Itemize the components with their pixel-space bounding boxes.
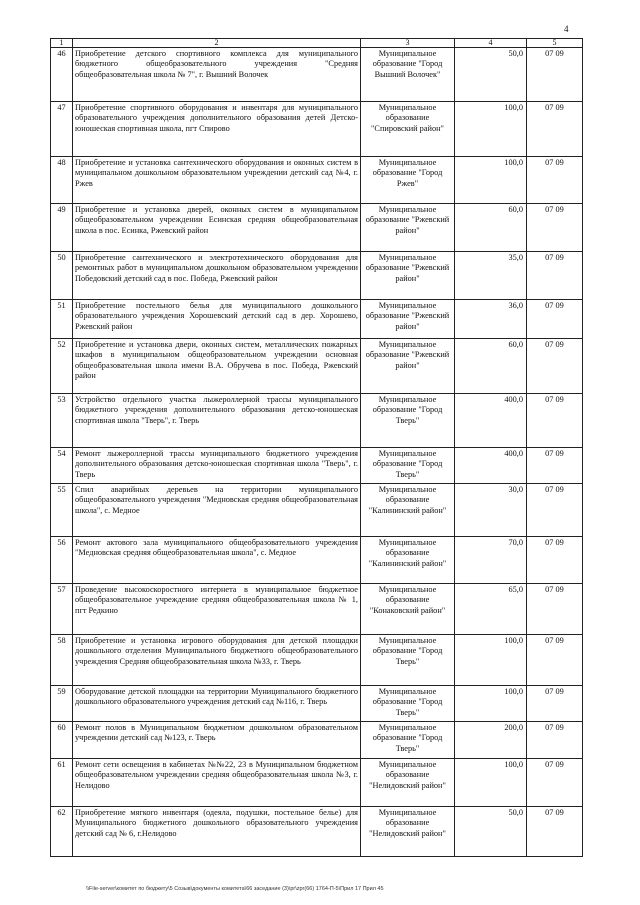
table-row: [51, 807, 583, 857]
appropriations-table: [50, 38, 583, 857]
col-header-2: 2: [73, 39, 361, 48]
row-number: 52: [51, 339, 73, 394]
row-amount: 35,0: [455, 252, 527, 300]
row-number: 50: [51, 252, 73, 300]
page-number: 4: [564, 24, 569, 34]
row-number: 51: [51, 300, 73, 339]
row-amount: 70,0: [455, 537, 527, 584]
table-row: [51, 300, 583, 339]
row-municipality: Муниципальное образование "Калининский район": [361, 537, 455, 584]
row-description: Приобретение и установка сантехнического оборудования и оконных систем в муниципальном дошкольном образовательном учреждении детский сад №4, г. Ржев: [73, 157, 361, 204]
row-amount: 100,0: [455, 635, 527, 686]
row-amount: 400,0: [455, 394, 527, 448]
row-municipality: Муниципальное образование "Город Тверь": [361, 635, 455, 686]
row-budget-code: 07 09: [527, 635, 583, 686]
row-description: Проведение высокоскоростного интернета в муниципальное бюджетное общеобразовательное учреждение средняя общеобразовательная школа № 1, пгт Редкино: [73, 584, 361, 635]
row-budget-code: 07 09: [527, 807, 583, 857]
table-row: [51, 204, 583, 252]
row-amount: 30,0: [455, 484, 527, 537]
row-municipality: Муниципальное образование "Конаковский район": [361, 584, 455, 635]
table-row: [51, 448, 583, 484]
row-budget-code: 07 09: [527, 157, 583, 204]
row-description: Устройство отдельного участка лыжероллерной трассы муниципального бюджетного учреждения дополнительного образования детско-юношеская спортивная школа "Тверь", г. Тверь: [73, 394, 361, 448]
row-description: Приобретение сантехнического и электротехнического оборудования для ремонтных работ в муниципальном дошкольном образовательном учреждении Победовский детский сад в пос. Победа, Ржевский район: [73, 252, 361, 300]
file-path-footer: \\File-server\комитет по бюджету\5 Созыв\документы комитета\66 заседание (3)\pr\zpr(66) 1764-П-5\Прил 17 Прил 45: [86, 886, 384, 892]
row-number: 46: [51, 48, 73, 102]
row-budget-code: 07 09: [527, 759, 583, 807]
row-number: 55: [51, 484, 73, 537]
row-municipality: Муниципальное образование "Нелидовский район": [361, 759, 455, 807]
row-budget-code: 07 09: [527, 722, 583, 759]
row-number: 54: [51, 448, 73, 484]
row-description: Оборудование детской площадки на территории Муниципального бюджетного дошкольного образовательного учреждения детский сад №116, г. Тверь: [73, 686, 361, 722]
row-municipality: Муниципальное образование "Город Тверь": [361, 686, 455, 722]
row-amount: 400,0: [455, 448, 527, 484]
row-amount: 100,0: [455, 759, 527, 807]
row-number: 62: [51, 807, 73, 857]
column-number-row: [51, 39, 583, 48]
row-amount: 60,0: [455, 339, 527, 394]
row-municipality: Муниципальное образование "Ржевский район": [361, 204, 455, 252]
table-row: [51, 102, 583, 157]
col-header-4: 4: [455, 39, 527, 48]
row-budget-code: 07 09: [527, 537, 583, 584]
row-municipality: Муниципальное образование "Город Ржев": [361, 157, 455, 204]
row-budget-code: 07 09: [527, 102, 583, 157]
row-municipality: Муниципальное образование "Спировский район": [361, 102, 455, 157]
table-body: [51, 48, 583, 857]
table-row: [51, 48, 583, 102]
row-municipality: Муниципальное образование "Город Тверь": [361, 722, 455, 759]
row-description: Ремонт актового зала муниципального общеобразовательного учреждения "Медновская средняя общеобразовательная школа", с. Медное: [73, 537, 361, 584]
row-number: 56: [51, 537, 73, 584]
table-row: [51, 722, 583, 759]
row-number: 58: [51, 635, 73, 686]
row-number: 60: [51, 722, 73, 759]
row-amount: 50,0: [455, 807, 527, 857]
row-municipality: Муниципальное образование "Город Вышний Волочек": [361, 48, 455, 102]
row-description: Приобретение спортивного оборудования и инвентаря для муниципального образовательного учреждения дополнительного образования детей Детско-юношеская спортивная школа, пгт Спирово: [73, 102, 361, 157]
table-row: [51, 339, 583, 394]
row-number: 47: [51, 102, 73, 157]
row-description: Приобретение мягкого инвентаря (одеяла, подушки, постельное белье) для Муниципального бюджетного дошкольного образовательного учреждения детский сад № 6, г.Нелидово: [73, 807, 361, 857]
row-number: 57: [51, 584, 73, 635]
row-amount: 100,0: [455, 102, 527, 157]
row-description: Приобретение детского спортивного комплекса для муниципального бюджетного общеобразовательного учреждения "Средняя общеобразовательная школа № 7", г. Вышний Волочек: [73, 48, 361, 102]
row-number: 49: [51, 204, 73, 252]
row-budget-code: 07 09: [527, 252, 583, 300]
row-budget-code: 07 09: [527, 484, 583, 537]
row-description: Приобретение и установка игрового оборудования для детской площадки дошкольного отделения Муниципального бюджетного общеобразовательного учреждения Средняя общеобразовательная школа №33, г. Тверь: [73, 635, 361, 686]
row-description: Приобретение и установка двери, оконных систем, металлических пожарных шкафов в муниципальном общеобразовательном учреждении основная общеобразовательная школа имени В.А. Обручева в пос. Победа, Ржевский район: [73, 339, 361, 394]
row-budget-code: 07 09: [527, 394, 583, 448]
col-header-5: 5: [527, 39, 583, 48]
row-description: Ремонт лыжероллерной трассы муниципального бюджетного учреждения дополнительного образования детско-юношеская спортивная школа "Тверь", г. Тверь: [73, 448, 361, 484]
row-number: 61: [51, 759, 73, 807]
row-municipality: Муниципальное образование "Нелидовский район": [361, 807, 455, 857]
row-municipality: Муниципальное образование "Ржевский район": [361, 300, 455, 339]
table-row: [51, 537, 583, 584]
table-row: [51, 759, 583, 807]
row-description: Приобретение постельного белья для муниципального дошкольного образовательного учреждения Хорошевский детский сад в дер. Хорошево, Ржевский район: [73, 300, 361, 339]
row-municipality: Муниципальное образование "Ржевский район": [361, 252, 455, 300]
row-budget-code: 07 09: [527, 686, 583, 722]
row-budget-code: 07 09: [527, 339, 583, 394]
row-budget-code: 07 09: [527, 204, 583, 252]
row-number: 59: [51, 686, 73, 722]
row-description: Приобретение и установка дверей, оконных систем в муниципальном общеобразовательном учреждении Есинская средняя общеобразовательная школа в пос. Есинка, Ржевский район: [73, 204, 361, 252]
row-municipality: Муниципальное образование "Ржевский район": [361, 339, 455, 394]
row-amount: 100,0: [455, 686, 527, 722]
row-budget-code: 07 09: [527, 48, 583, 102]
col-header-3: 3: [361, 39, 455, 48]
row-number: 48: [51, 157, 73, 204]
row-amount: 65,0: [455, 584, 527, 635]
row-amount: 50,0: [455, 48, 527, 102]
row-description: Ремонт полов в Муниципальном бюджетном дошкольном образовательном учреждении детский сад №123, г. Тверь: [73, 722, 361, 759]
table-row: [51, 157, 583, 204]
table-row: [51, 686, 583, 722]
table-row: [51, 484, 583, 537]
row-budget-code: 07 09: [527, 584, 583, 635]
row-amount: 36,0: [455, 300, 527, 339]
row-budget-code: 07 09: [527, 300, 583, 339]
row-municipality: Муниципальное образование "Калининский район": [361, 484, 455, 537]
row-amount: 60,0: [455, 204, 527, 252]
col-header-1: 1: [51, 39, 73, 48]
row-description: Ремонт сети освещения в кабинетах №№22, 23 в Муниципальном бюджетном общеобразовательном учреждении средняя общеобразовательная школа №3, г. Нелидово: [73, 759, 361, 807]
row-description: Спил аварийных деревьев на территории муниципального общеобразовательного учреждения "Медновская средняя общеобразовательная школа", с. Медное: [73, 484, 361, 537]
row-municipality: Муниципальное образование "Город Тверь": [361, 448, 455, 484]
table-row: [51, 584, 583, 635]
table-row: [51, 394, 583, 448]
table-row: [51, 252, 583, 300]
row-number: 53: [51, 394, 73, 448]
row-amount: 200,0: [455, 722, 527, 759]
row-amount: 100,0: [455, 157, 527, 204]
row-municipality: Муниципальное образование "Город Тверь": [361, 394, 455, 448]
table-row: [51, 635, 583, 686]
row-budget-code: 07 09: [527, 448, 583, 484]
